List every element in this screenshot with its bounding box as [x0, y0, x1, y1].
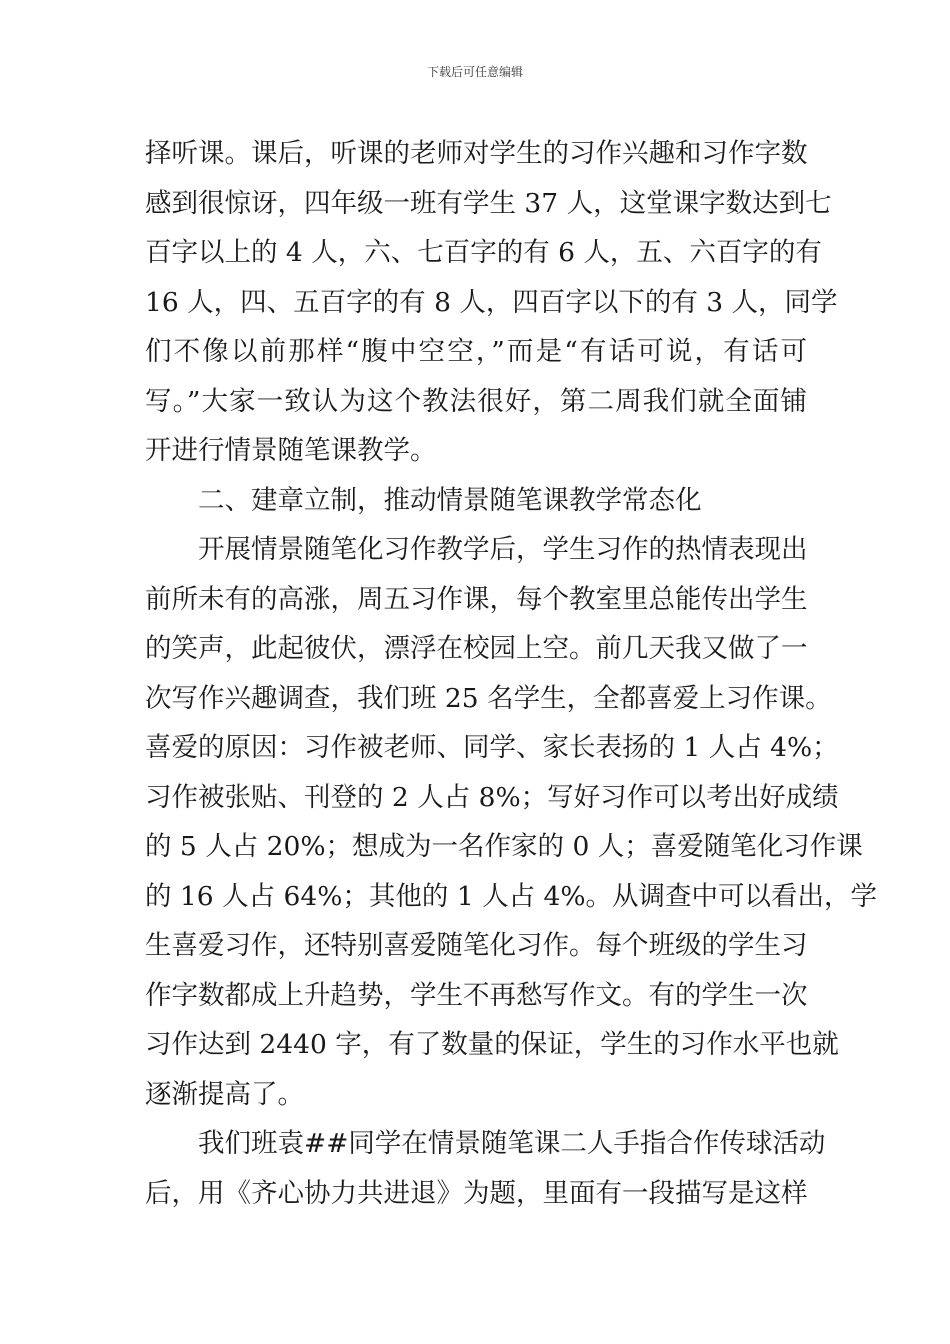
text-line: 习作达到 2440 字，有了数量的保证，学生的习作水平也就 — [145, 1029, 839, 1060]
page-header: 下载后可任意编辑 — [426, 65, 523, 79]
text-line: 感到很惊讶，四年级一班有学生 37 人，这堂课字数达到七 — [145, 187, 832, 219]
text-line: 们不像以前那样“腹中空空，”而是“有话可说，有话可 — [145, 336, 807, 367]
text-line: 前所未有的高涨，周五习作课，每个教室里总能传出学生 — [145, 583, 808, 615]
text-line: 逐渐提高了。 — [145, 1078, 304, 1110]
text-line: 开进行情景随笔课教学。 — [145, 435, 437, 466]
text-line: 作字数都成上升趋势，学生不再愁写作文。有的学生一次 — [145, 979, 808, 1011]
text-line: 百字以上的 4 人，六、七百字的有 6 人，五、六百字的有 — [145, 237, 822, 268]
text-line: 生喜爱习作，还特别喜爱随笔化习作。每个班级的学生习 — [145, 930, 808, 961]
text-line: 开展情景随笔化习作教学后，学生习作的热情表现出 — [198, 534, 808, 565]
text-line: 习作被张贴、刊登的 2 人占 8%；写好习作可以考出好成绩 — [145, 781, 839, 813]
text-line: 我们班袁##同学在情景随笔课二人手指合作传球活动 — [198, 1128, 826, 1159]
section-heading: 二、建章立制，推动情景随笔课教学常态化 — [198, 484, 702, 516]
text-line: 的 16 人占 64%；其他的 1 人占 4%。从调查中可以看出，学 — [145, 880, 878, 912]
text-line: 写。”大家一致认为这个教法很好，第二周我们就全面铺 — [145, 385, 807, 417]
text-line: 的 5 人占 20%；想成为一名作家的 0 人；喜爱随笔化习作课 — [145, 831, 863, 862]
text-line: 次写作兴趣调查，我们班 25 名学生，全都喜爱上习作课。 — [145, 682, 832, 714]
text-line: 16 人，四、五百字的有 8 人，四百字以下的有 3 人，同学 — [145, 286, 838, 318]
text-line: 喜爱的原因：习作被老师、同学、家长表扬的 1 人占 4%； — [145, 732, 839, 763]
text-line: 择听课。课后，听课的老师对学生的习作兴趣和习作字数 — [145, 138, 808, 169]
text-line: 的笑声，此起彼伏，漂浮在校园上空。前几天我又做了一 — [145, 633, 808, 664]
text-line: 后，用《齐心协力共进退》为题，里面有一段描写是这样 — [145, 1177, 808, 1209]
document-body — [145, 129, 878, 1218]
